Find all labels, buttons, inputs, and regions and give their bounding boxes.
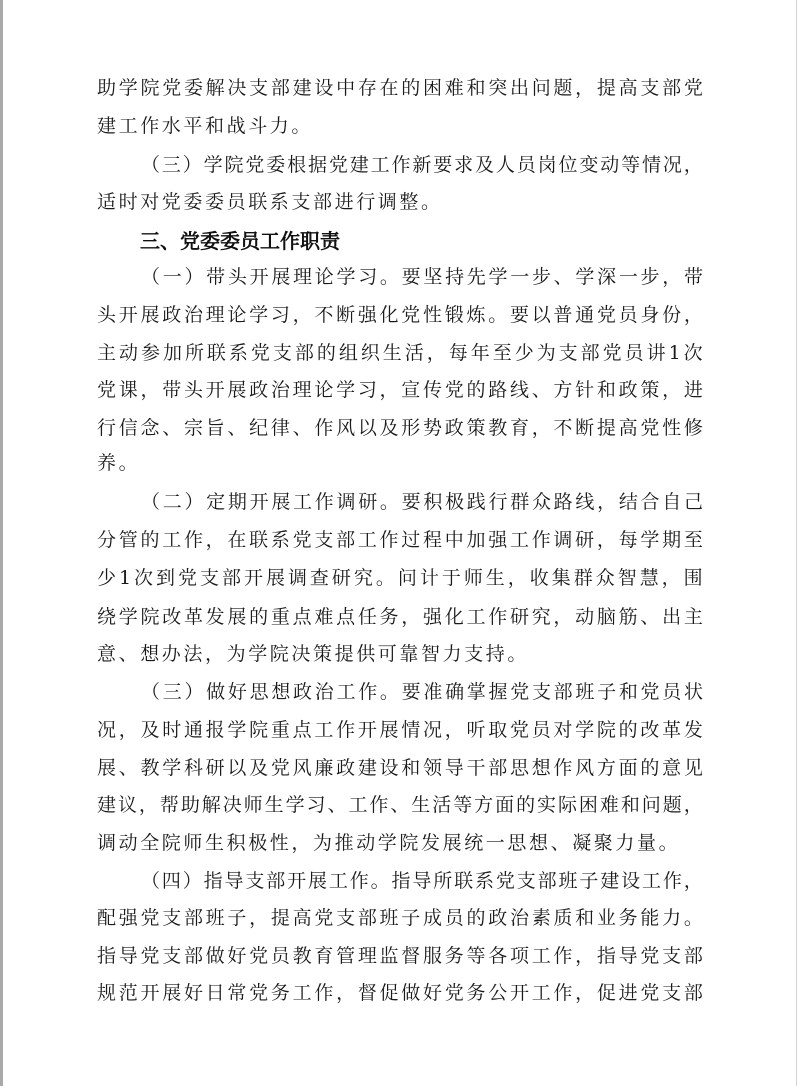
text-line: 况 ， 及 时 通 报 学 院 重 点 工 作 开 展 情 况 ， 听 取 党 员 对 学 院 的 改 革 发 [97, 719, 703, 741]
text-line: 建工作水平和战斗力。 [97, 115, 314, 137]
section-heading: 三、党委委员工作职责 [140, 229, 340, 253]
text-line: （ 三 ） 学 院 党 委 根 据 党 建 工 作 新 要 求 及 人 员 岗 位 变 动 等 情 况 ， [141, 154, 703, 176]
text-line: （ 一 ） 带 头 开 展 理 论 学 习 。 要 坚 持 先 学 一 步 、 学 深 一 步 ， 带 [141, 266, 703, 288]
text-line: 绕 学 院 改 革 发 展 的 重 点 难 点 任 务 ， 强 化 工 作 研 究 ， 动 脑 筋 、 出 主 [97, 606, 703, 628]
text-line: 展 、 教 学 科 研 以 及 党 风 廉 政 建 设 和 领 导 干 部 思 想 作 风 方 面 的 意 见 [97, 757, 703, 779]
text-line: （ 二 ） 定 期 开 展 工 作 调 研 。 要 积 极 践 行 群 众 路 线 ， 结 合 自 己 [141, 491, 703, 513]
text-line: 适时对党委委员联系支部进行调整。 [97, 191, 443, 213]
text-line: 指 导 党 支 部 做 好 党 员 教 育 管 理 监 督 服 务 等 各 项 工 作 ， 指 导 党 支 部 [97, 945, 703, 967]
text-line: （ 三 ） 做 好 思 想 政 治 工 作 。 要 准 确 掌 握 党 支 部 班 子 和 党 员 状 [141, 681, 703, 703]
text-line: 少 1 次 到 党 支 部 开 展 调 查 研 究 。 问 计 于 师 生 ， 收 集 群 众 智 慧 ， 围 [97, 567, 703, 589]
text-line: 养。 [97, 452, 141, 474]
text-line: 配 强 党 支 部 班 子 ， 提 高 党 支 部 班 子 成 员 的 政 治 素 质 和 业 务 能 力 。 [97, 907, 703, 929]
text-line: （ 四 ） 指 导 支 部 开 展 工 作 。 指 导 所 联 系 党 支 部 班 子 建 设 工 作 ， [141, 870, 703, 892]
text-line: 党 课 ， 带 头 开 展 政 治 理 论 学 习 ， 宣 传 党 的 路 线 、 方 针 和 政 策 ， 进 [97, 379, 703, 401]
text-line: 头 开 展 政 治 理 论 学 习 ， 不 断 强 化 党 性 锻 炼 。 要 以 普 通 党 员 身 份 ， [97, 304, 703, 326]
text-line: 意、想办法，为学院决策提供可靠智力支持。 [97, 643, 530, 665]
text-line: 助 学 院 党 委 解 决 支 部 建 设 中 存 在 的 困 难 和 突 出 问 题 ， 提 高 支 部 党 [97, 77, 703, 99]
text-line: 行 信 念 、 宗 旨 、 纪 律 、 作 风 以 及 形 势 政 策 教 育 ， 不 断 提 高 党 性 修 [97, 417, 703, 439]
text-line: 规 范 开 展 好 日 常 党 务 工 作 ， 督 促 做 好 党 务 公 开 工 作 ， 促 进 党 支 部 [97, 982, 703, 1004]
text-line: 分 管 的 工 作 ， 在 联 系 党 支 部 工 作 过 程 中 加 强 工 作 调 研 ， 每 学 期 至 [97, 529, 703, 551]
text-line: 调动全院师生积极性，为推动学院发展统一思想、凝聚力量。 [97, 832, 681, 854]
text-line: 建 议 ， 帮 助 解 决 师 生 学 习 、 工 作 、 生 活 等 方 面 的 实 际 困 难 和 问 题 ， [97, 794, 703, 816]
text-line: 主 动 参 加 所 联 系 党 支 部 的 组 织 生 活 ， 每 年 至 少 为 支 部 党 员 讲 1 次 [97, 342, 703, 364]
